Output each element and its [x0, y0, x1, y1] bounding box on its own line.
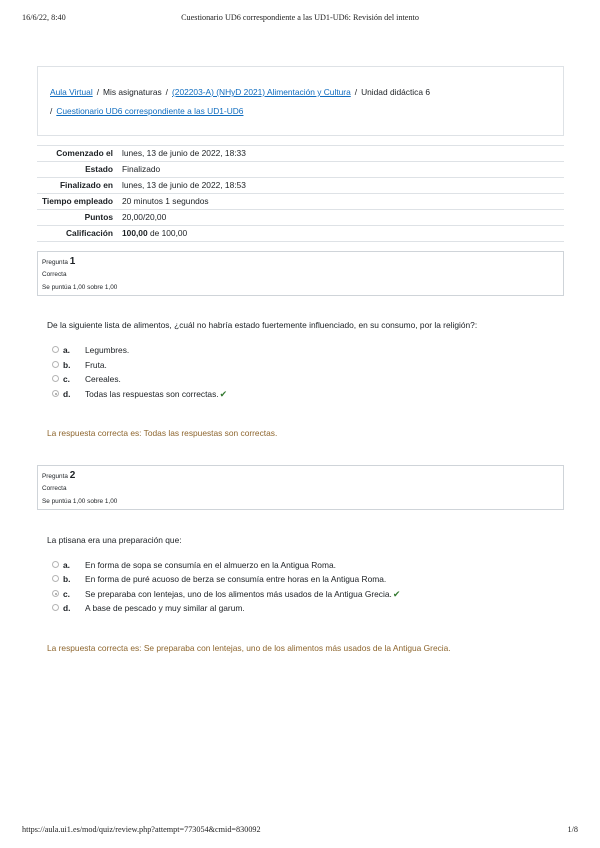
breadcrumb-unidad: Unidad didáctica 6 [361, 87, 430, 97]
radio-icon[interactable] [52, 604, 59, 611]
print-page-number: 1/8 [567, 825, 578, 834]
breadcrumb-separator: / [50, 106, 53, 116]
question-2-info [37, 465, 564, 510]
attempt-summary-table [37, 145, 564, 242]
question-number-value: 2 [69, 470, 76, 481]
question-2-text: La ptisana era una preparación que: [47, 535, 182, 545]
question-number [42, 470, 75, 481]
summary-value: 20,00/20,00 [122, 212, 167, 222]
question-2-feedback: La respuesta correcta es: Se preparaba con lentejas, uno de los alimentos más usados de la Antigua Grecia. [47, 643, 451, 653]
question-number [42, 256, 75, 267]
answer-text: Legumbres. [85, 345, 130, 355]
answer-letter: b. [63, 574, 71, 584]
question-grade: Se puntúa 1,00 sobre 1,00 [42, 498, 118, 505]
print-title: Cuestionario UD6 correspondiente a las UD1-UD6: Revisión del intento [181, 13, 419, 22]
answer-text-value: Todas las respuestas son correctas. [85, 389, 219, 399]
question-1-text: De la siguiente lista de alimentos, ¿cuál no habría estado fuertemente influenciado, en su consumo, por la religión?: [47, 320, 478, 330]
question-prefix: Pregunta [42, 473, 68, 480]
breadcrumb-aula-virtual-link[interactable]: Aula Virtual [50, 87, 93, 97]
answer-letter: c. [63, 589, 70, 599]
radio-checked-icon[interactable] [52, 590, 59, 597]
radio-icon[interactable] [52, 575, 59, 582]
answer-text [85, 589, 400, 600]
summary-value [119, 226, 564, 242]
breadcrumb-separator: / [96, 87, 100, 97]
radio-checked-icon[interactable] [52, 390, 59, 397]
print-url: https://aula.ui1.es/mod/quiz/review.php?attempt=773054&cmid=830092 [22, 825, 261, 834]
summary-value: lunes, 13 de junio de 2022, 18:33 [122, 148, 246, 158]
question-number-value: 1 [69, 256, 76, 267]
summary-label: Comenzado el [56, 148, 113, 158]
summary-row-points [37, 210, 564, 226]
answer-text-value: Se preparaba con lentejas, uno de los alimentos más usados de la Antigua Grecia. [85, 589, 392, 599]
radio-icon[interactable] [52, 561, 59, 568]
answer-letter: a. [63, 345, 70, 355]
radio-icon[interactable] [52, 361, 59, 368]
check-icon: ✔ [219, 389, 228, 399]
summary-row-state [37, 162, 564, 178]
answer-letter: c. [63, 374, 70, 384]
radio-icon[interactable] [52, 375, 59, 382]
breadcrumb-line-1 [50, 87, 430, 97]
breadcrumb-course-link[interactable]: (202203-A) (NHyD 2021) Alimentación y Cultura [172, 87, 351, 97]
summary-label: Estado [85, 164, 113, 174]
breadcrumb-quiz-link[interactable]: Cuestionario UD6 correspondiente a las UD1-UD6 [56, 106, 244, 116]
summary-value: Finalizado [122, 164, 161, 174]
summary-label: Calificación [65, 228, 113, 238]
breadcrumb [37, 66, 564, 136]
breadcrumb-separator: / [354, 87, 358, 97]
summary-label: Finalizado en [59, 180, 113, 190]
question-state: Correcta [42, 271, 67, 278]
answer-text: Fruta. [85, 360, 107, 370]
breadcrumb-mis-asignaturas: Mis asignaturas [103, 87, 162, 97]
summary-value: lunes, 13 de junio de 2022, 18:53 [122, 180, 246, 190]
breadcrumb-line-2 [50, 106, 243, 116]
answer-text: A base de pescado y muy similar al garum. [85, 603, 245, 613]
check-icon: ✔ [392, 589, 401, 599]
grade-value: 100,00 [122, 228, 148, 238]
answer-text: En forma de puré acuoso de berza se consumía entre horas en la Antigua Roma. [85, 574, 387, 584]
question-grade: Se puntúa 1,00 sobre 1,00 [42, 284, 118, 291]
summary-value: 20 minutos 1 segundos [122, 196, 209, 206]
question-state: Correcta [42, 485, 67, 492]
summary-label: Tiempo empleado [41, 196, 113, 206]
print-date: 16/6/22, 8:40 [22, 13, 66, 22]
radio-icon[interactable] [52, 346, 59, 353]
question-prefix: Pregunta [42, 259, 68, 266]
summary-row-grade [37, 226, 564, 242]
answer-letter: d. [63, 603, 71, 613]
answer-letter: b. [63, 360, 71, 370]
question-1-info [37, 251, 564, 296]
answer-letter: d. [63, 389, 71, 399]
summary-row-started [37, 146, 564, 162]
answer-text [85, 389, 227, 400]
answer-letter: a. [63, 560, 70, 570]
summary-row-finished [37, 178, 564, 194]
summary-label: Puntos [84, 212, 113, 222]
breadcrumb-separator: / [165, 87, 168, 97]
question-1-feedback: La respuesta correcta es: Todas las respuestas son correctas. [47, 428, 278, 438]
summary-row-time [37, 194, 564, 210]
answer-text: En forma de sopa se consumía en el almuerzo en la Antigua Roma. [85, 560, 336, 570]
grade-max: de 100,00 [147, 228, 188, 238]
answer-text: Cereales. [85, 374, 121, 384]
